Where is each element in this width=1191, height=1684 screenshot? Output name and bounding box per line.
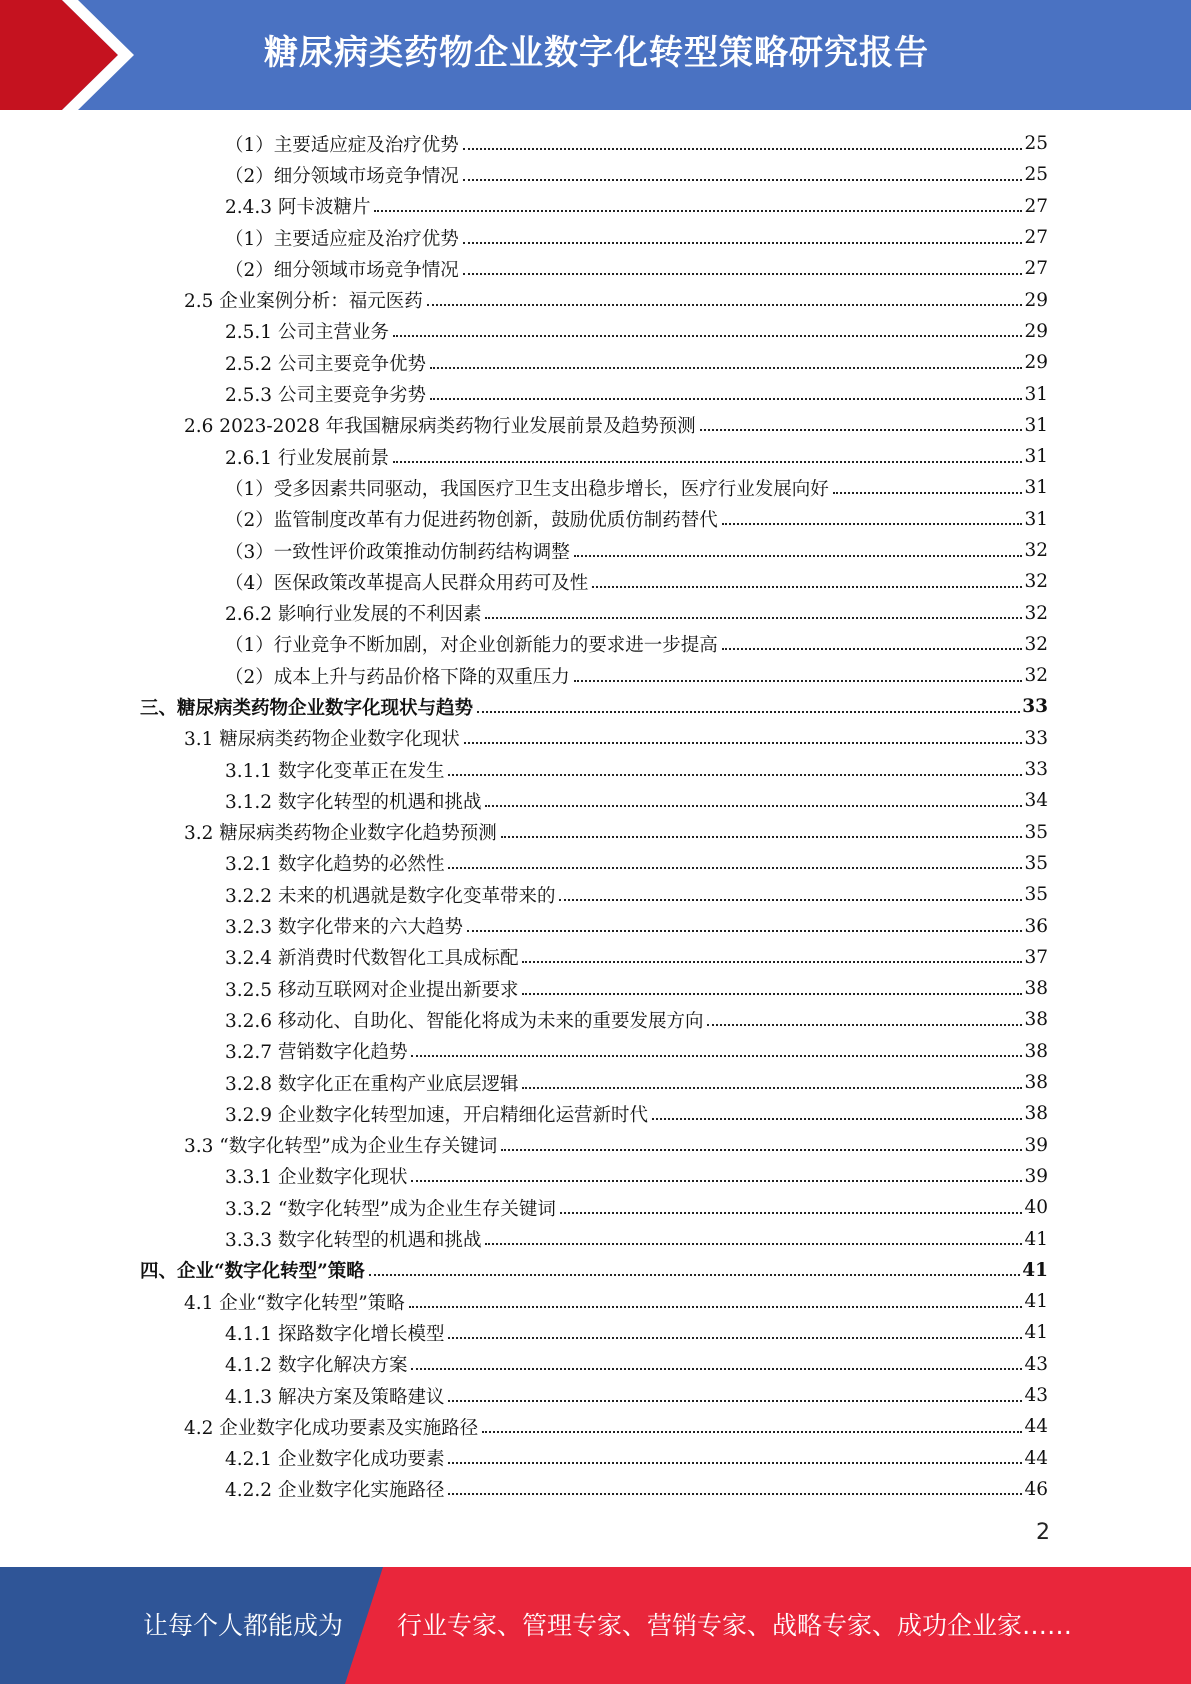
toc-entry-page: 38 (1024, 1009, 1048, 1031)
toc-entry-page: 37 (1024, 946, 1048, 968)
toc-dot-leader (448, 1399, 1022, 1402)
toc-entry-page: 38 (1024, 1103, 1048, 1125)
toc-dot-leader (467, 929, 1022, 932)
toc-entry[interactable] (140, 1161, 1048, 1192)
toc-entry[interactable] (140, 1255, 1048, 1286)
toc-entry-page: 31 (1024, 414, 1048, 436)
toc-entry-page: 29 (1024, 289, 1048, 311)
toc-entry[interactable] (140, 1380, 1048, 1411)
toc-dot-leader (652, 1117, 1022, 1120)
toc-dot-leader (574, 554, 1023, 557)
toc-entry-title: 2.4.3 阿卡波糖片 (225, 197, 371, 219)
toc-entry-title: 3.3 “数字化转型”成为企业生存关键词 (184, 1136, 498, 1158)
toc-entry-title: （2）细分领域市场竞争情况 (225, 165, 459, 187)
toc-dot-leader (482, 1430, 1022, 1433)
toc-entry[interactable] (140, 1411, 1048, 1442)
toc-dot-leader (560, 1211, 1023, 1214)
toc-dot-leader (448, 1461, 1022, 1464)
toc-entry-title: （4）医保政策改革提高人民群众用药可及性 (225, 572, 589, 594)
toc-entry[interactable] (140, 128, 1048, 159)
toc-entry-page: 32 (1024, 633, 1048, 655)
toc-dot-leader (430, 397, 1022, 400)
toc-entry-page: 32 (1024, 571, 1048, 593)
toc-entry[interactable] (140, 973, 1048, 1004)
toc-entry[interactable] (140, 1442, 1048, 1473)
toc-entry-title: 3.1.2 数字化转型的机遇和挑战 (225, 791, 482, 813)
toc-entry-page: 33 (1022, 696, 1048, 718)
toc-entry-page: 39 (1024, 1134, 1048, 1156)
toc-entry-title: 3.3.1 企业数字化现状 (225, 1167, 408, 1189)
toc-entry-page: 33 (1024, 727, 1048, 749)
toc-entry[interactable] (140, 410, 1048, 441)
toc-entry[interactable] (140, 754, 1048, 785)
toc-entry-page: 35 (1024, 821, 1048, 843)
toc-entry-page: 40 (1024, 1197, 1048, 1219)
toc-entry-title: （1）主要适应症及治疗优势 (225, 228, 459, 250)
toc-entry-title: （1）行业竞争不断加剧，对企业创新能力的要求进一步提高 (225, 635, 718, 657)
page-number: 2 (1036, 1520, 1050, 1545)
header-arrow-decoration (0, 0, 150, 110)
toc-entry[interactable] (140, 159, 1048, 190)
toc-entry[interactable] (140, 1349, 1048, 1380)
toc-entry-page: 38 (1024, 1040, 1048, 1062)
toc-entry-title: 3.2.3 数字化带来的六大趋势 (225, 917, 463, 939)
toc-entry-title: 4.2.2 企业数字化实施路径 (225, 1480, 445, 1502)
toc-entry-title: 3.1.1 数字化变革正在发生 (225, 760, 445, 782)
toc-entry-title: 2.5.3 公司主要竞争劣势 (225, 385, 426, 407)
toc-entry-title: 4.1.1 探路数字化增长模型 (225, 1323, 445, 1345)
toc-entry-page: 38 (1024, 1072, 1048, 1094)
toc-entry-title: 3.2.2 未来的机遇就是数字化变革带来的 (225, 885, 556, 907)
toc-entry[interactable] (140, 629, 1048, 660)
toc-dot-leader (463, 272, 1023, 275)
toc-dot-leader (522, 960, 1022, 963)
toc-entry[interactable] (140, 1098, 1048, 1129)
toc-dot-leader (707, 1023, 1022, 1026)
toc-dot-leader (592, 585, 1022, 588)
toc-entry-page: 35 (1024, 884, 1048, 906)
toc-entry-title: 3.2.8 数字化正在重构产业底层逻辑 (225, 1073, 519, 1095)
toc-entry[interactable] (140, 910, 1048, 941)
toc-entry-page: 46 (1024, 1478, 1048, 1500)
toc-entry[interactable] (140, 566, 1048, 597)
footer-slogan-left: 让每个人都能成为 (143, 1611, 344, 1640)
toc-dot-leader (393, 334, 1022, 337)
toc-dot-leader (409, 1305, 1023, 1308)
toc-dot-leader (430, 366, 1022, 369)
toc-entry-title: 2.5.1 公司主营业务 (225, 322, 389, 344)
toc-entry[interactable] (140, 942, 1048, 973)
toc-entry[interactable] (140, 504, 1048, 535)
toc-entry-title: 2.5 企业案例分析：福元医药 (184, 291, 423, 313)
toc-dot-leader (700, 428, 1023, 431)
toc-entry-page: 41 (1024, 1228, 1048, 1250)
toc-dot-leader (448, 1336, 1022, 1339)
toc-entry-page: 36 (1024, 915, 1048, 937)
toc-dot-leader (448, 773, 1022, 776)
toc-entry-title: 四、企业“数字化转型”策略 (140, 1261, 365, 1283)
toc-entry[interactable] (140, 441, 1048, 472)
toc-dot-leader (463, 147, 1023, 150)
toc-entry-page: 25 (1024, 164, 1048, 186)
toc-entry-page: 31 (1024, 446, 1048, 468)
toc-entry[interactable] (140, 785, 1048, 816)
toc-dot-leader (833, 491, 1023, 494)
toc-entry-page: 31 (1024, 477, 1048, 499)
toc-entry[interactable] (140, 535, 1048, 566)
page-header (0, 0, 1191, 110)
toc-entry[interactable] (140, 316, 1048, 347)
toc-dot-leader (559, 898, 1022, 901)
toc-dot-leader (374, 209, 1022, 212)
toc-entry[interactable] (140, 597, 1048, 628)
toc-dot-leader (411, 1054, 1022, 1057)
toc-dot-leader (574, 679, 1023, 682)
toc-dot-leader (411, 1367, 1022, 1370)
toc-entry-title: 3.2.4 新消费时代数智化工具成标配 (225, 948, 519, 970)
toc-entry[interactable] (140, 1067, 1048, 1098)
toc-entry-title: 2.6.1 行业发展前景 (225, 447, 389, 469)
toc-dot-leader (485, 616, 1022, 619)
toc-entry[interactable] (140, 347, 1048, 378)
toc-dot-leader (501, 1148, 1022, 1151)
table-of-contents (140, 128, 1048, 1505)
toc-entry-title: 3.2.9 企业数字化转型加速，开启精细化运营新时代 (225, 1104, 648, 1126)
toc-entry-title: （1）受多因素共同驱动，我国医疗卫生支出稳步增长，医疗行业发展向好 (225, 478, 829, 500)
toc-entry[interactable] (140, 879, 1048, 910)
toc-entry-title: 4.1 企业“数字化转型”策略 (184, 1292, 405, 1314)
toc-entry[interactable] (140, 191, 1048, 222)
toc-entry[interactable] (140, 472, 1048, 503)
toc-entry[interactable] (140, 1474, 1048, 1505)
toc-dot-leader (427, 303, 1023, 306)
toc-entry[interactable] (140, 1004, 1048, 1035)
toc-entry[interactable] (140, 817, 1048, 848)
toc-entry-page: 41 (1024, 1291, 1048, 1313)
toc-entry[interactable] (140, 222, 1048, 253)
toc-entry-page: 44 (1024, 1416, 1048, 1438)
toc-entry-page: 38 (1024, 978, 1048, 1000)
toc-entry-title: 3.2.7 营销数字化趋势 (225, 1042, 408, 1064)
toc-entry-page: 27 (1024, 227, 1048, 249)
toc-dot-leader (448, 1492, 1022, 1495)
toc-entry-title: 3.2.5 移动互联网对企业提出新要求 (225, 979, 519, 1001)
page-footer (0, 1567, 1191, 1684)
toc-entry-title: 2.5.2 公司主要竞争优势 (225, 353, 426, 375)
toc-dot-leader (448, 866, 1022, 869)
toc-entry[interactable] (140, 1286, 1048, 1317)
toc-entry-page: 29 (1024, 320, 1048, 342)
toc-entry-page: 43 (1024, 1385, 1048, 1407)
toc-entry-title: （1）主要适应症及治疗优势 (225, 134, 459, 156)
toc-entry-title: 3.2 糖尿病类药物企业数字化趋势预测 (184, 823, 497, 845)
toc-entry[interactable] (140, 1317, 1048, 1348)
toc-entry-title: 4.1.3 解决方案及策略建议 (225, 1386, 445, 1408)
toc-entry-title: （2）监管制度改革有力促进药物创新，鼓励优质仿制药替代 (225, 510, 718, 532)
toc-entry[interactable] (140, 723, 1048, 754)
toc-entry[interactable] (140, 660, 1048, 691)
toc-entry-page: 32 (1024, 540, 1048, 561)
toc-entry-page: 32 (1024, 602, 1048, 624)
toc-entry-title: 4.2 企业数字化成功要素及实施路径 (184, 1417, 479, 1439)
toc-dot-leader (477, 710, 1020, 713)
toc-entry-page: 31 (1024, 383, 1048, 405)
toc-entry-title: 4.1.2 数字化解决方案 (225, 1355, 408, 1377)
toc-entry-page: 27 (1024, 195, 1048, 217)
toc-entry[interactable] (140, 284, 1048, 315)
toc-entry-page: 27 (1024, 258, 1048, 280)
toc-entry-title: 3.3.3 数字化转型的机遇和挑战 (225, 1230, 482, 1252)
toc-entry-page: 35 (1024, 852, 1048, 874)
toc-entry-page: 25 (1024, 133, 1048, 155)
toc-entry-page: 31 (1024, 508, 1048, 530)
toc-entry-page: 39 (1024, 1165, 1048, 1187)
toc-entry-title: （3）一致性评价政策推动仿制药结构调整 (225, 541, 570, 563)
footer-slogan-right: 行业专家、管理专家、营销专家、战略专家、成功企业家…… (397, 1611, 1073, 1640)
toc-dot-leader (411, 1179, 1022, 1182)
toc-entry-page: 43 (1024, 1353, 1048, 1375)
toc-entry-title: 3.1 糖尿病类药物企业数字化现状 (184, 729, 460, 751)
toc-dot-leader (722, 522, 1023, 525)
toc-entry-page: 34 (1024, 790, 1048, 812)
toc-entry-page: 32 (1024, 665, 1048, 687)
toc-entry[interactable] (140, 1130, 1048, 1161)
toc-dot-leader (722, 647, 1023, 650)
toc-dot-leader (485, 804, 1022, 807)
toc-dot-leader (393, 460, 1022, 463)
toc-dot-leader (464, 741, 1023, 744)
toc-entry-title: （2）细分领域市场竞争情况 (225, 259, 459, 281)
toc-dot-leader (369, 1273, 1020, 1276)
toc-entry-title: 3.2.1 数字化趋势的必然性 (225, 854, 445, 876)
toc-entry-title: 3.3.2 “数字化转型”成为企业生存关键词 (225, 1198, 556, 1220)
toc-entry-page: 33 (1024, 759, 1048, 781)
toc-entry-title: 2.6.2 影响行业发展的不利因素 (225, 604, 482, 626)
toc-entry-title: 2.6 2023-2028 年我国糖尿病类药物行业发展前景及趋势预测 (184, 416, 696, 438)
toc-dot-leader (485, 1242, 1022, 1245)
toc-entry-page: 44 (1024, 1447, 1048, 1469)
toc-dot-leader (522, 992, 1022, 995)
toc-entry[interactable] (140, 1223, 1048, 1254)
toc-entry[interactable] (140, 691, 1048, 722)
toc-entry-title: 三、糖尿病类药物企业数字化现状与趋势 (140, 697, 474, 719)
toc-entry-title: 4.2.1 企业数字化成功要素 (225, 1449, 445, 1471)
toc-entry[interactable] (140, 848, 1048, 879)
toc-entry-page: 41 (1024, 1322, 1048, 1344)
report-title: 糖尿病类药物企业数字化转型策略研究报告 (264, 33, 929, 73)
toc-entry-title: （2）成本上升与药品价格下降的双重压力 (225, 666, 570, 688)
toc-entry[interactable] (140, 1192, 1048, 1223)
toc-dot-leader (522, 1086, 1022, 1089)
toc-entry-title: 3.2.6 移动化、自助化、智能化将成为未来的重要发展方向 (225, 1010, 704, 1032)
toc-entry[interactable] (140, 1036, 1048, 1067)
toc-entry[interactable] (140, 378, 1048, 409)
toc-entry-page: 41 (1022, 1259, 1048, 1281)
toc-entry-page: 29 (1024, 352, 1048, 374)
toc-dot-leader (463, 178, 1023, 181)
toc-dot-leader (501, 835, 1023, 838)
toc-entry[interactable] (140, 253, 1048, 284)
toc-dot-leader (463, 241, 1023, 244)
